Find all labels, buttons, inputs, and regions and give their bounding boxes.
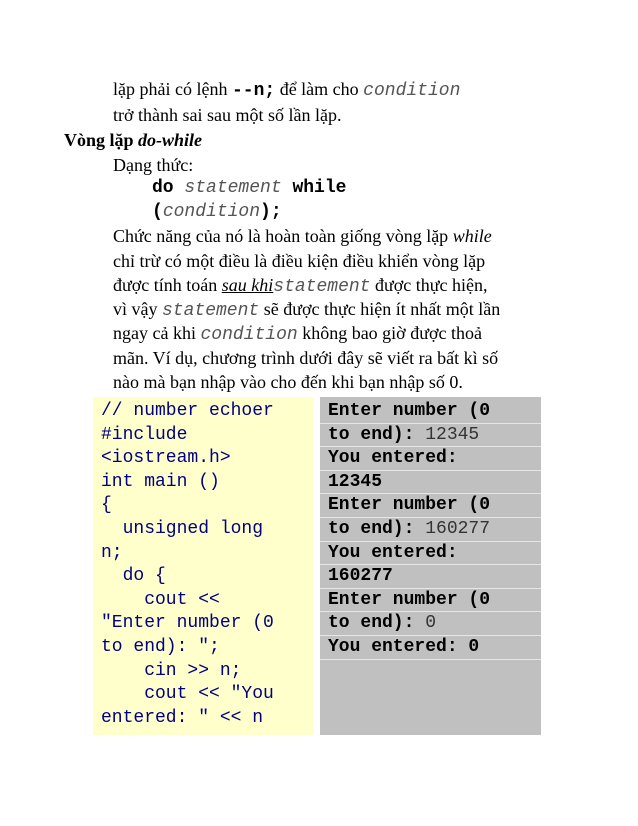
open-paren: (: [152, 202, 163, 222]
output-label: to end):: [328, 613, 415, 634]
output-divider: [320, 470, 541, 471]
keyword-do: do: [152, 178, 174, 198]
syntax-condition: condition: [162, 202, 261, 222]
code-line: unsigned long: [101, 519, 264, 539]
emphasis-while: while: [452, 226, 492, 246]
text-span: ngay cả khi: [113, 323, 201, 343]
output-label: You entered:: [328, 448, 458, 469]
paragraph-line: [113, 78, 460, 102]
output-divider: [320, 493, 541, 494]
output-line: [328, 589, 490, 613]
output-line: [328, 636, 479, 660]
output-label: Enter number (0: [328, 589, 491, 610]
heading-emphasis: do-while: [138, 130, 203, 150]
code-line: <iostream.h>: [101, 448, 231, 469]
code-line: entered: " << n: [101, 707, 264, 728]
code-line: do {: [101, 566, 166, 587]
output-divider: [320, 541, 541, 542]
output-label: 160277: [328, 566, 393, 587]
text-span: được thực hiện,: [370, 275, 488, 295]
code-line: #include: [101, 424, 188, 445]
output-label: 12345: [328, 471, 383, 492]
code-line: int main (): [101, 471, 220, 492]
output-value: 0: [414, 613, 437, 634]
syntax-line-1: [152, 177, 346, 199]
text-span: không bao giờ được thoả: [297, 323, 482, 343]
code-line: // number echoer: [101, 401, 274, 421]
inline-variable: statement: [273, 277, 371, 297]
inline-variable: statement: [162, 301, 260, 321]
underlined-text: sau khi: [221, 275, 274, 295]
text-span: để làm cho: [275, 79, 364, 99]
paragraph-line: [113, 322, 482, 346]
syntax-label: Dạng thức:: [113, 155, 194, 175]
paragraph-line: trở thành sai sau một số lần lặp.: [113, 105, 342, 125]
heading-prefix: Vòng lặp: [64, 130, 139, 150]
code-line: cout <<: [101, 589, 220, 610]
output-line: [328, 471, 382, 495]
code-line: cout << "You: [101, 684, 274, 705]
syntax-line-2: [152, 201, 282, 223]
output-label: You entered:: [328, 542, 458, 563]
output-panel: [320, 397, 541, 735]
output-value: 12345: [414, 424, 480, 445]
inline-variable: condition: [200, 325, 298, 345]
output-value: 160277: [414, 519, 491, 539]
paragraph-line: [113, 274, 487, 298]
output-divider: [320, 564, 541, 565]
output-divider: [320, 446, 541, 447]
code-line: "Enter number (0: [101, 613, 274, 634]
output-label: Enter number (0: [328, 401, 491, 421]
text-span: lặp phải có lệnh: [113, 79, 232, 99]
output-label: to end):: [328, 519, 415, 539]
text-span: sẽ được thực hiện ít nhất một lần: [259, 299, 501, 319]
output-line: [328, 400, 490, 424]
output-line: [328, 542, 458, 566]
code-panel: [93, 397, 314, 735]
output-line: [328, 518, 490, 542]
text-span: Chức năng của nó là hoàn toàn giống vòng lặp: [113, 226, 453, 246]
text-span: vì vậy: [113, 299, 162, 319]
output-divider: [320, 635, 541, 636]
code-line: cin >> n;: [101, 660, 242, 681]
text-span: được tính toán: [113, 275, 222, 295]
close-paren: );: [260, 202, 282, 222]
output-line: [328, 494, 490, 518]
code-line: {: [101, 495, 112, 516]
output-divider: [320, 517, 541, 518]
output-line: [328, 424, 479, 448]
section-heading: [64, 129, 202, 151]
output-label: You entered: 0: [328, 637, 480, 657]
output-label: to end):: [328, 424, 415, 445]
output-line: [328, 565, 393, 589]
inline-code: --n;: [231, 81, 276, 101]
paragraph-line: chỉ trừ có một điều là điều kiện điều khiển vòng lặp: [113, 251, 486, 271]
keyword-while: while: [292, 178, 347, 198]
paragraph-line: [113, 225, 492, 247]
output-divider: [320, 588, 541, 589]
output-line: [328, 612, 436, 636]
paragraph-line: [113, 298, 500, 322]
paragraph-line: nào mà bạn nhập vào cho đến khi bạn nhập số 0.: [113, 372, 463, 392]
output-divider: [320, 611, 541, 612]
paragraph-line: mãn. Ví dụ, chương trình dưới đây sẽ viết ra bất kì số: [113, 348, 499, 368]
code-line: to end): ";: [101, 637, 220, 657]
output-divider: [320, 659, 541, 660]
output-divider: [320, 423, 541, 424]
inline-variable: condition: [363, 81, 461, 101]
output-line: [328, 447, 458, 471]
syntax-statement: statement: [184, 178, 282, 198]
output-label: Enter number (0: [328, 495, 491, 516]
code-line: n;: [101, 542, 123, 563]
